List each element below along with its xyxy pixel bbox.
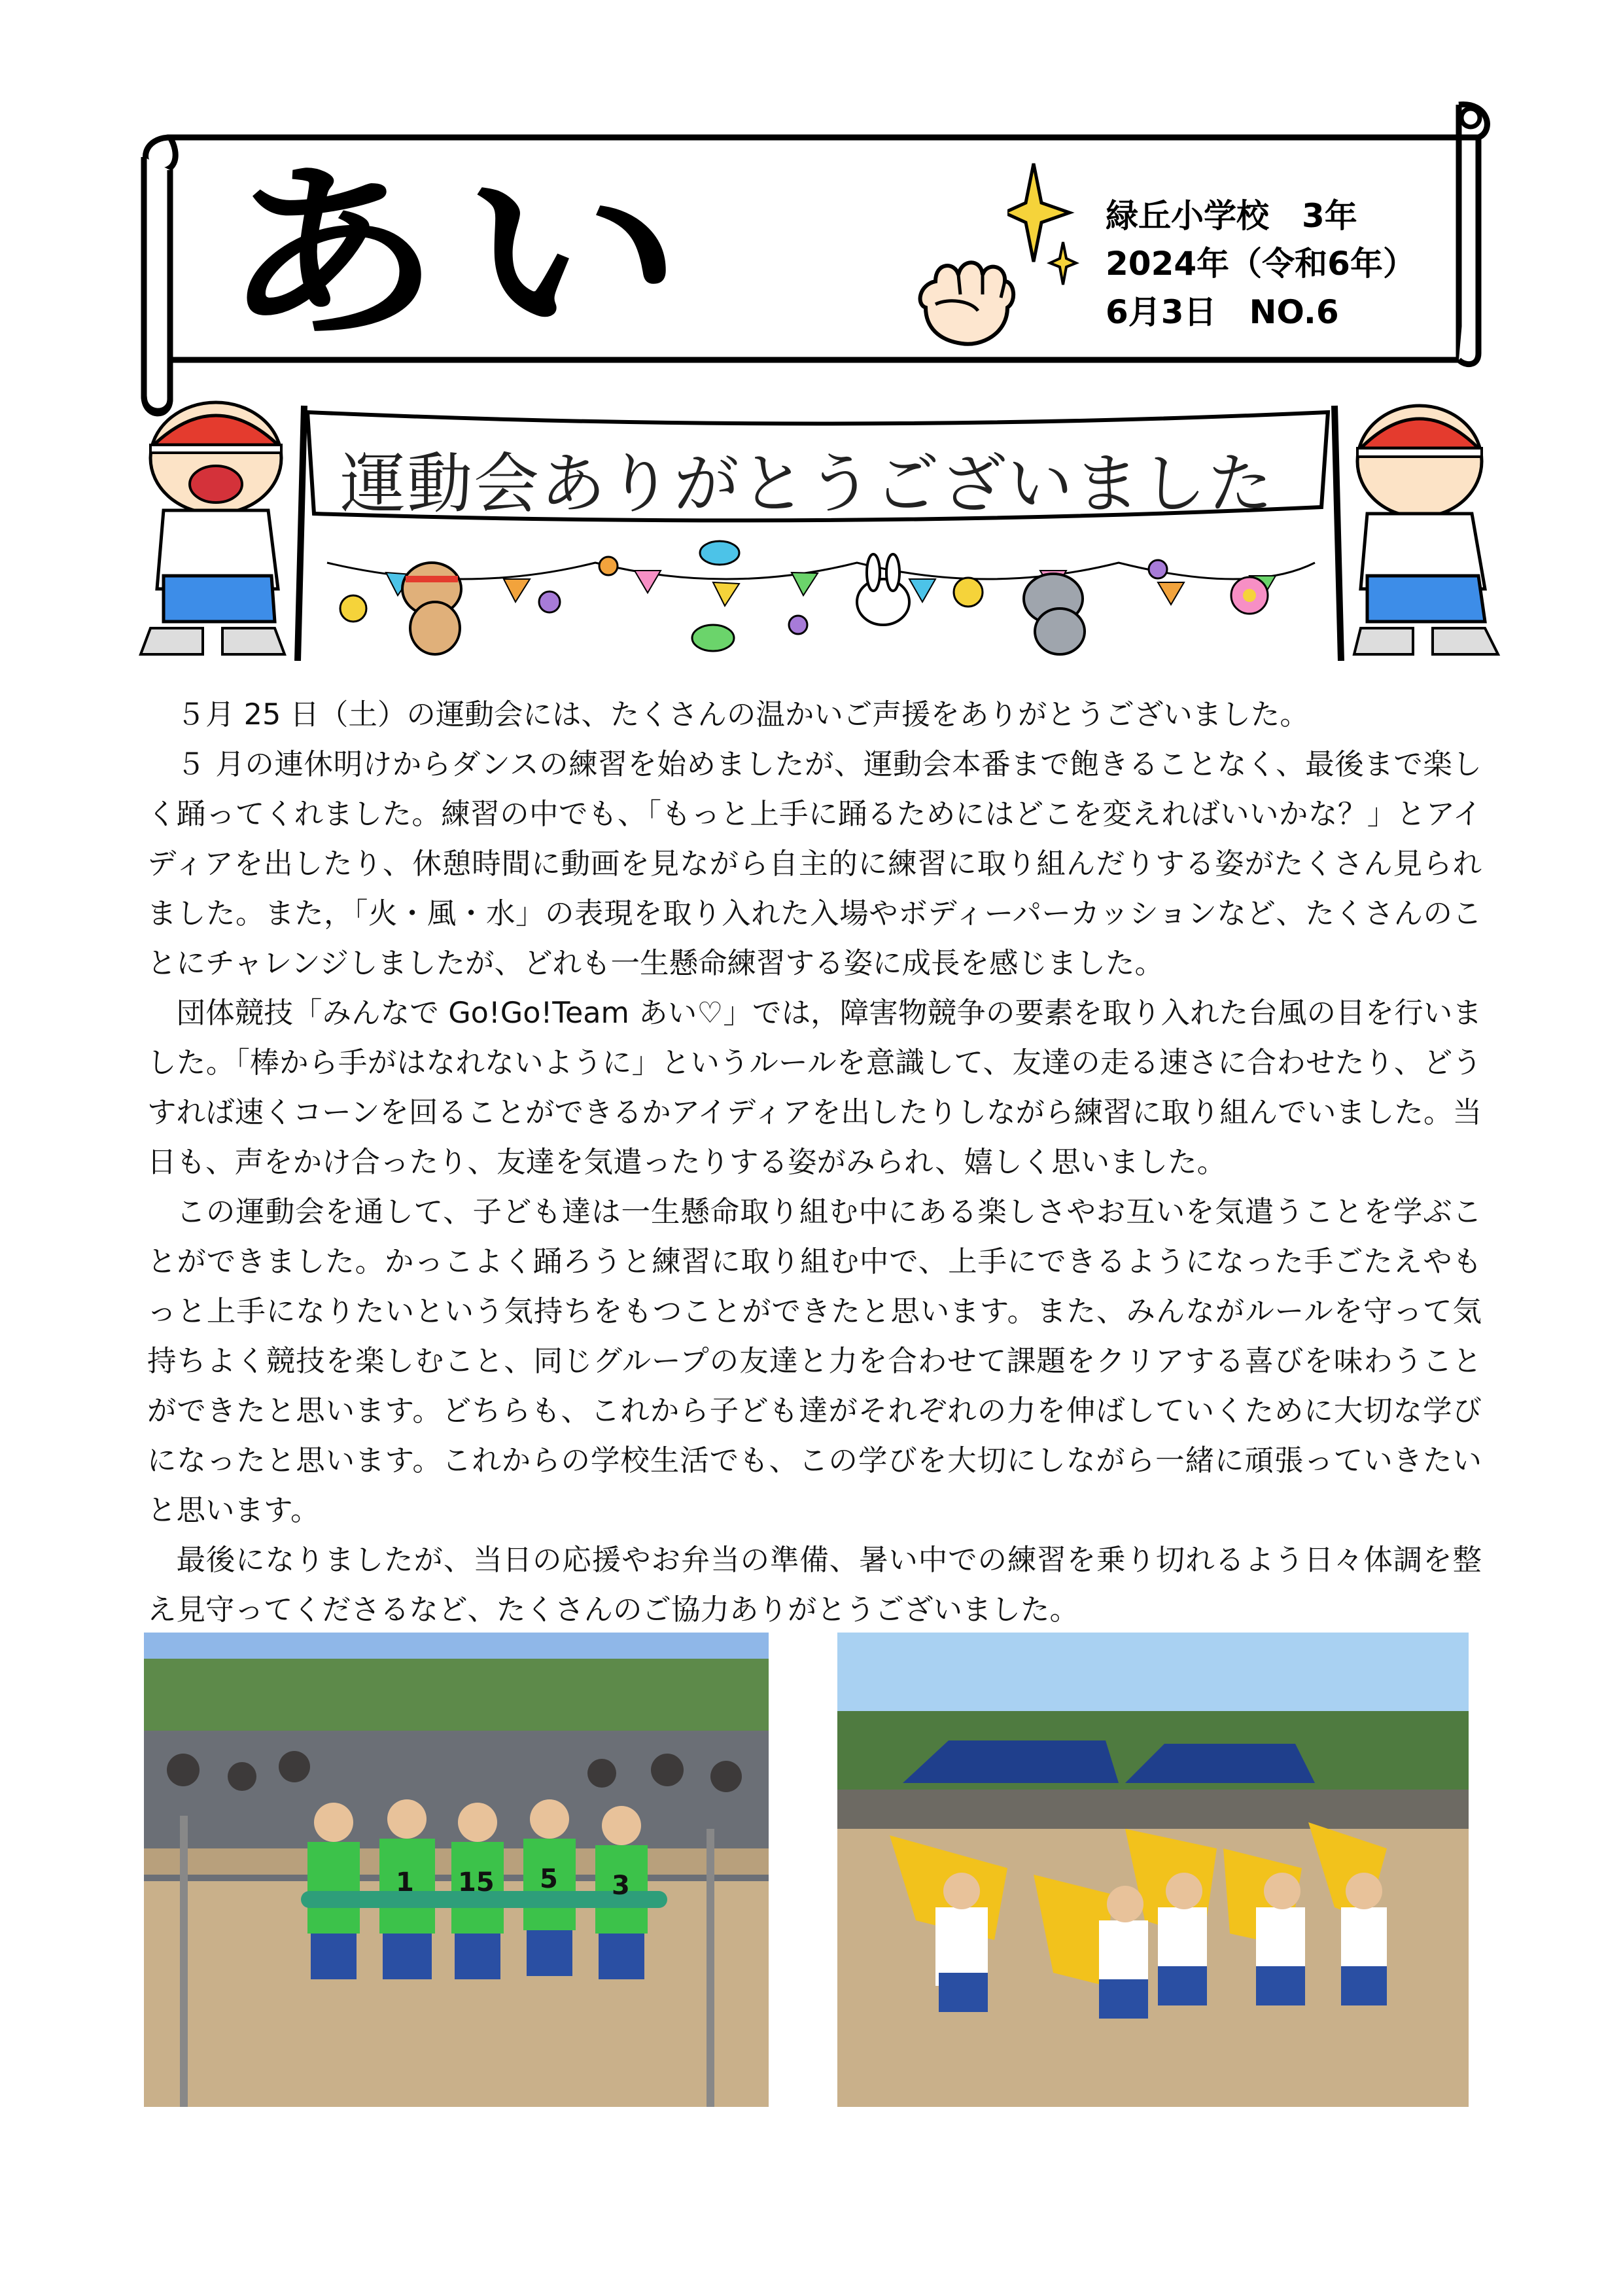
bird-figures <box>692 541 739 651</box>
issue-year: 2024年（令和6年） <box>1106 245 1416 283</box>
bib-number: 5 <box>540 1864 558 1894</box>
paragraph-3: 団体競技「みんなで Go!Go!Team あい♡」では，障害物競争の要素を取り入れた台風の目を行いました。「棒から手がはなれないように」というルールを意識して、友達の走る速さに合わせたり、どうすれば速くコーンを回ることができるかアイディアを出したりしながら練習に取り組んでいました。当日も、声をかけ合ったり、友達を気遣ったりする姿がみられ、嬉しく思いました。 <box>147 997 1482 1179</box>
sports-day-banner-illustration <box>137 399 1511 661</box>
article-body <box>147 690 1482 1635</box>
paragraph-1: ５月 25 日（土）の運動会には、たくさんの温かいご声援をありがとうございました。 <box>176 698 1309 732</box>
paragraph-2: ５ 月の連休明けからダンスの練習を始めましたが、運動会本番まで飽きることなく、最後まで楽しく踊ってくれました。練習の中でも、「もっと上手に踊るためにはどこを変えればいいかな？」とアイディアを出したり、休憩時間に動画を見ながら自主的に練習に取り組んだりする姿がたくさん見られました。また，「火・風・水」の表現を取り入れた入場やボディーパーカッションなど、たくさんのことにチャレンジしましたが、どれも一生懸命練習する姿に成長を感じました。 <box>147 748 1482 980</box>
photo-team-race <box>144 1633 769 2107</box>
paragraph-5: 最後になりましたが、当日の応援やお弁当の準備、暑い中での練習を乗り切れるよう日々体調を整え見守ってくださるなど、たくさんのご協力ありがとうございました。 <box>147 1544 1482 1627</box>
issue-date-number: 6月3日 NO.6 <box>1106 293 1339 331</box>
photo-flag-dance <box>837 1633 1469 2107</box>
left-child-figure <box>141 402 285 654</box>
newsletter-title: あい <box>222 145 704 365</box>
bib-number: 1 <box>396 1867 414 1898</box>
school-name: 緑丘小学校 3年 <box>1106 197 1357 235</box>
paragraph-4: この運動会を通して、子ども達は一生懸命取り組む中にある楽しさやお互いを気遣うことを学ぶことができました。かっこよく踊ろうと練習に取り組む中で、上手にできるようになった手ごたえやもっと上手になりたいという気持ちをもつことができたと思います。また、みんながルールを守って気持ちよく競技を楽しむこと、同じグループの友達と力を合わせて課題をクリアする喜びを味わうことができたと思います。どちらも、これから子ども達がそれぞれの力を伸ばしていくために大切な学びになったと思います。これからの学校生活でも、この学びを大切にしながら一緒に頑張っていきたいと思います。 <box>147 1195 1482 1527</box>
banner-heading: 運動会ありがとうございました <box>340 446 1274 522</box>
sparkle-icon <box>1007 157 1079 288</box>
bib-number: 15 <box>458 1867 495 1898</box>
bib-number: 3 <box>612 1871 630 1901</box>
cat-figure <box>1024 574 1085 654</box>
dog-figure <box>402 563 461 654</box>
right-child-figure <box>1354 406 1498 654</box>
